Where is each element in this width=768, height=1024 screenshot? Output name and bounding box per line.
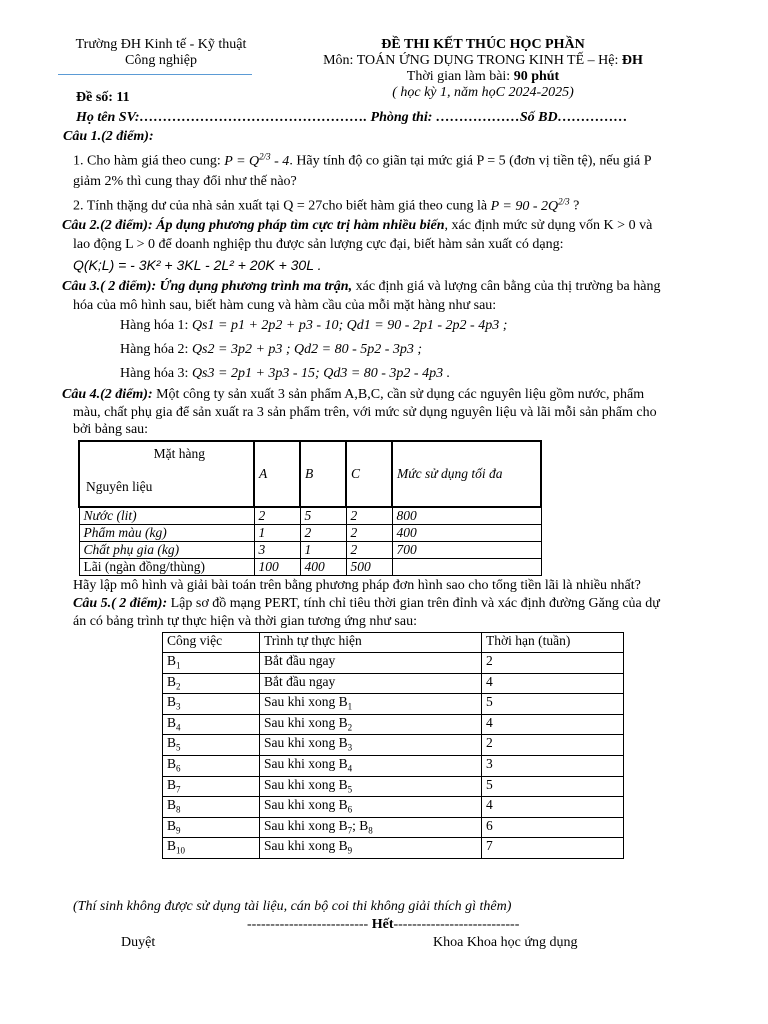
table-row — [163, 694, 624, 715]
student-info-line: Họ tên SV:…………………………………………. Phòng thi: ………………Số BD…………… — [76, 110, 628, 125]
q3-line1: Câu 3.( 2 điểm): Ứng dụng phương trình ma trận, xác định giá và lượng cân bằng của thị trường ba hàng — [62, 279, 661, 294]
table-row — [163, 776, 624, 797]
pert-duration-cell: 4 — [482, 673, 624, 694]
pert-sequence-cell: Sau khi xong $B_3$ — [260, 735, 482, 756]
q3-good-3: Hàng hóa 3: Qs3 = 2p1 + 3p3 - 15; Qd3 = 80 - 3p2 - 4p3 . — [120, 366, 451, 381]
q1-formula: $P = Q^{2/3} - 4$ — [224, 151, 290, 169]
materials-table — [78, 440, 542, 576]
school-line1: Trường ĐH Kinh tế - Kỹ thuật — [75, 37, 247, 52]
materials-header-a: A — [254, 441, 300, 507]
pert-duration-cell: 5 — [482, 694, 624, 715]
exam-title: ĐỀ THI KẾT THÚC HỌC PHẦN — [381, 37, 585, 52]
materials-header-max: Mức sử dụng tối đa — [392, 441, 541, 507]
materials-header-c: C — [346, 441, 392, 507]
pert-task-cell: $B_4$ — [163, 714, 260, 735]
q1-part2: 2. Tính thặng dư của nhà sản xuất tại Q = 27cho biết hàm giá theo cung là $P = 90 - 2Q^{2/3}$ ? — [73, 196, 580, 214]
end-marker: -------------------------- Hết--------------------------- — [247, 917, 520, 932]
pert-task-cell: $B_6$ — [163, 755, 260, 776]
table-row — [163, 797, 624, 818]
pert-duration-cell: 4 — [482, 797, 624, 818]
table-row — [163, 735, 624, 756]
q1-formula2: $P = 90 - 2Q^{2/3}$ — [490, 196, 570, 214]
pert-task-cell: $B_5$ — [163, 735, 260, 756]
approve-label: Duyệt — [121, 935, 156, 950]
q4-line1: Câu 4.(2 điểm): Một công ty sản xuất 3 sản phẩm A,B,C, cần sử dụng các nguyên liệu gồm nước, phẩm — [62, 387, 645, 402]
pert-duration-cell: 2 — [482, 735, 624, 756]
table-row: Nước (lit) 2 5 2 800 — [79, 507, 541, 525]
q3-good-2: Hàng hóa 2: Qs2 = 3p2 + p3 ; Qd2 = 80 - 5p2 - 3p3 ; — [120, 342, 423, 357]
table-row — [163, 714, 624, 735]
table-row — [163, 673, 624, 694]
pert-sequence-cell: Sau khi xong $B_4$ — [260, 755, 482, 776]
table-row — [163, 653, 624, 674]
pert-task-cell: $B_3$ — [163, 694, 260, 715]
pert-task-cell: $B_8$ — [163, 797, 260, 818]
q5-line1: Câu 5.( 2 điểm): Lập sơ đồ mạng PERT, tính chỉ tiêu thời gian trên đỉnh và xác định đường Găng của dự — [73, 596, 660, 611]
pert-duration-cell: 5 — [482, 776, 624, 797]
pert-sequence-cell: Sau khi xong $B_7$; $B_8$ — [260, 817, 482, 838]
pert-task-cell: $B_2$ — [163, 673, 260, 694]
pert-sequence-cell: Bắt đầu ngay — [260, 653, 482, 674]
pert-task-cell: $B_9$ — [163, 817, 260, 838]
table-row: Lãi (ngàn đồng/thùng) 100 400 500 — [79, 559, 541, 576]
exam-time: Thời gian làm bài: 90 phút — [406, 69, 560, 84]
q3-good-1: Hàng hóa 1: Qs1 = p1 + 2p2 + p3 - 10; Qd1 = 90 - 2p1 - 2p2 - 4p3 ; — [120, 318, 508, 333]
school-name — [55, 37, 267, 69]
exam-semester: ( học kỳ 1, năm họC 2024-2025) — [392, 85, 574, 100]
pert-table-body — [163, 653, 624, 859]
pert-duration-cell: 2 — [482, 653, 624, 674]
q3-line2: hóa của mô hình sau, biết hàm cung và hàm cầu của mỗi mặt hàng như sau: — [73, 298, 497, 313]
pert-table-header: Công việc Trình tự thực hiện Thời hạn (tuần) — [163, 633, 624, 653]
q2-line1: Câu 2.(2 điểm): Áp dụng phương pháp tìm cực trị hàm nhiều biến, xác định mức sử dụng vốn K > 0 và — [62, 218, 653, 233]
pert-sequence-cell: Sau khi xong $B_2$ — [260, 714, 482, 735]
materials-corner-cell: Mặt hàng Nguyên liệu — [79, 441, 254, 507]
pert-duration-cell: 3 — [482, 755, 624, 776]
pert-duration-cell: 4 — [482, 714, 624, 735]
pert-duration-cell: 7 — [482, 838, 624, 859]
q2-line2: lao động L > 0 để doanh nghiệp thu được sản lượng cực đại, biết hàm sản xuất có dạng: — [73, 237, 564, 252]
table-row: Phẩm màu (kg) 1 2 2 400 — [79, 525, 541, 542]
pert-sequence-cell: Sau khi xong $B_1$ — [260, 694, 482, 715]
pert-sequence-cell: Sau khi xong $B_6$ — [260, 797, 482, 818]
q2-formula: Q(K;L) = - 3K² + 3KL - 2L² + 20K + 30L . — [73, 257, 322, 273]
school-line2: Công nghiệp — [125, 53, 197, 68]
q1-part1-line1: 1. Cho hàm giá theo cung: $P = Q^{2/3} - 4$. Hãy tính độ co giãn tại mức giá P = 5 (đơn vị tiền tệ), nếu giá P — [73, 151, 652, 169]
pert-task-cell: $B_1$ — [163, 653, 260, 674]
pert-task-cell: $B_{10}$ — [163, 838, 260, 859]
q4-line2: màu, chất phụ gia để sản xuất ra 3 sản phẩm trên, với mức sử dụng nguyên liệu và lãi mỗi sản phẩm cho — [73, 405, 657, 420]
table-row — [163, 838, 624, 859]
q1-title: Câu 1.(2 điểm): — [63, 129, 154, 144]
q4-after: Hãy lập mô hình và giải bài toán trên bằng phương pháp đơn hình sao cho tổng tiền lãi là nhiều nhất? — [73, 578, 641, 593]
header-divider — [58, 74, 252, 75]
table-row: Chất phụ gia (kg) 3 1 2 700 — [79, 542, 541, 559]
pert-duration-cell: 6 — [482, 817, 624, 838]
pert-sequence-cell: Sau khi xong $B_5$ — [260, 776, 482, 797]
materials-table-header — [79, 441, 541, 507]
pert-table — [162, 632, 624, 859]
q4-line3: bởi bảng sau: — [73, 422, 149, 437]
table-row — [163, 817, 624, 838]
q1-part1-line2: giảm 2% thì cung thay đổi như thế nào? — [73, 174, 297, 189]
department-label: Khoa Khoa học ứng dụng — [433, 935, 578, 950]
pert-task-cell: $B_7$ — [163, 776, 260, 797]
q5-line2: án có bảng trình tự thực hiện và thời gian tương ứng như sau: — [73, 614, 417, 629]
exam-number: Đề số: 11 — [76, 90, 130, 105]
pert-sequence-cell: Bắt đầu ngay — [260, 673, 482, 694]
footer-note: (Thí sinh không được sử dụng tài liệu, cán bộ coi thi không giải thích gì thêm) — [73, 899, 512, 914]
table-row — [163, 755, 624, 776]
exam-heading — [300, 37, 666, 101]
materials-header-b: B — [300, 441, 346, 507]
pert-sequence-cell: Sau khi xong $B_9$ — [260, 838, 482, 859]
exam-subject: Môn: TOÁN ỨNG DỤNG TRONG KINH TẾ – Hệ: ĐH — [323, 53, 643, 68]
